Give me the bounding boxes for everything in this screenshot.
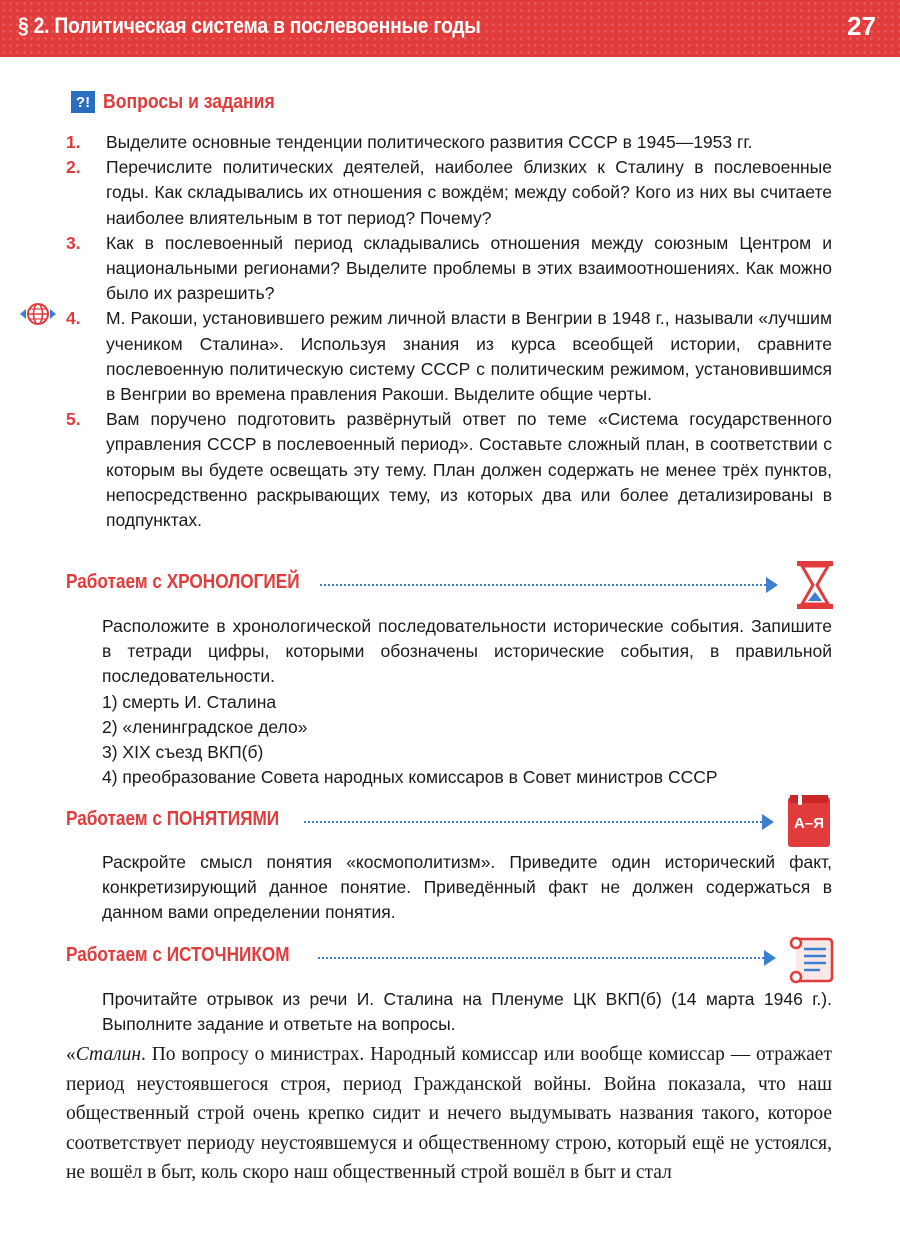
question-number: 1.	[66, 132, 81, 152]
globe-icon	[18, 302, 58, 326]
list-item	[66, 407, 832, 533]
question-number: 3.	[66, 232, 81, 253]
question-exclamation-icon: ?!	[71, 91, 95, 113]
list-item	[66, 306, 832, 407]
dotted-divider	[318, 957, 764, 959]
source-title: Работаем с ИСТОЧНИКОМ	[66, 944, 290, 966]
hourglass-icon	[795, 560, 835, 610]
arrow-right-icon	[764, 950, 776, 966]
dotted-divider	[304, 821, 762, 823]
quote-text: . По вопросу о министрах. Народный комиссар или вообще комиссар — отражает период неустоявшегося строя, период Гражданской войны. Война показала, что наш общественный строй очень крепко сидит и нечего выдумывать названия такого, которое соответствует периоду неустоявшемуся и общественному строю, который ещё не устоялся, не вошёл в быт, коль скоро наш общественный строй вошёл в быт и стал	[66, 1044, 832, 1183]
concepts-task	[102, 850, 832, 926]
chronology-heading	[66, 571, 846, 601]
scroll-document-icon	[788, 935, 836, 985]
chapter-title: § 2. Политическая система в послевоенные годы	[18, 13, 481, 38]
concepts-title: Работаем с ПОНЯТИЯМИ	[66, 808, 280, 830]
question-number: 2.	[66, 157, 81, 178]
question-number: 5.	[66, 409, 81, 430]
source-heading	[66, 944, 846, 974]
arrow-right-icon	[766, 577, 778, 593]
source-text: Прочитайте отрывок из речи И. Сталина на Пленуме ЦК ВКП(б) (14 марта 1946 г.). Выполните задание и ответьте на вопросы.	[102, 989, 832, 1035]
source-task	[102, 987, 832, 1037]
question-text: Выделите основные тенденции политического развития СССР в 1945—1953 гг.	[106, 132, 753, 152]
page-number: 27	[847, 11, 876, 41]
dictionary-icon	[784, 793, 834, 849]
list-item	[66, 231, 832, 307]
questions-title: Вопросы и задания	[103, 90, 275, 113]
question-text: Как в послевоенный период складывались отношения между союзным Центром и национальными регионами? Выделите проблемы в этих взаимоотношениях. Как можно было их разрешить?	[106, 232, 832, 304]
quote-speaker: Сталин	[75, 1044, 142, 1065]
list-item: 4) преобразование Совета народных комиссаров в Совет министров СССР	[102, 767, 718, 788]
page-header	[0, 0, 900, 57]
question-text: М. Ракоши, установившего режим личной власти в Венгрии в 1948 г., называли «лучшим учеником Сталина». Используя знания из курса всеобщей истории, сравните послевоенную политическую систему СССР с политическим режимом, установившимся в Венгрии во времена правления Ракоши. Выделите общие черты.	[106, 308, 832, 405]
quote-open: «	[66, 1044, 76, 1065]
chronology-text: Расположите в хронологической последовательности исторические события. Запишите в тетради цифры, которыми обозначены исторические события, в правильной последовательности.	[102, 616, 832, 687]
list-item: 3) XIX съезд ВКП(б)	[102, 742, 264, 763]
dictionary-label: А–Я	[794, 815, 824, 832]
concepts-text: Раскройте смысл понятия «космополитизм». Приведите один исторический факт, конкретизирующий данное понятие. Приведённый факт не должен содержаться в данном вами определении понятия.	[102, 852, 832, 923]
chronology-task	[102, 614, 832, 790]
questions-heading	[71, 91, 298, 113]
list-item	[66, 155, 832, 231]
list-item	[66, 130, 832, 155]
source-quote	[66, 1040, 832, 1188]
arrow-right-icon	[762, 814, 774, 830]
question-text: Вам поручено подготовить развёрнутый ответ по теме «Система государственного управления СССР в послевоенный период». Составьте сложный план, в соответствии с которым вы будете освещать эту тему. План должен содержать не менее трёх пунктов, непосредственно раскрывающих тему, из которых два или более детализированы в подпунктах.	[106, 409, 832, 531]
question-text: Перечислите политических деятелей, наиболее близких к Сталину в послевоенные годы. Как складывались их отношения с вождём; между собой? Кого из них вы считаете наиболее влиятельным в тот период? Почему?	[106, 157, 832, 228]
list-item: 2) «ленинградское дело»	[102, 716, 308, 737]
chronology-title: Работаем с ХРОНОЛОГИЕЙ	[66, 571, 300, 593]
questions-list	[66, 130, 832, 533]
question-number: 4.	[66, 308, 81, 329]
list-item: 1) смерть И. Сталина	[102, 691, 277, 712]
dotted-divider	[320, 584, 766, 586]
concepts-heading	[66, 808, 846, 838]
